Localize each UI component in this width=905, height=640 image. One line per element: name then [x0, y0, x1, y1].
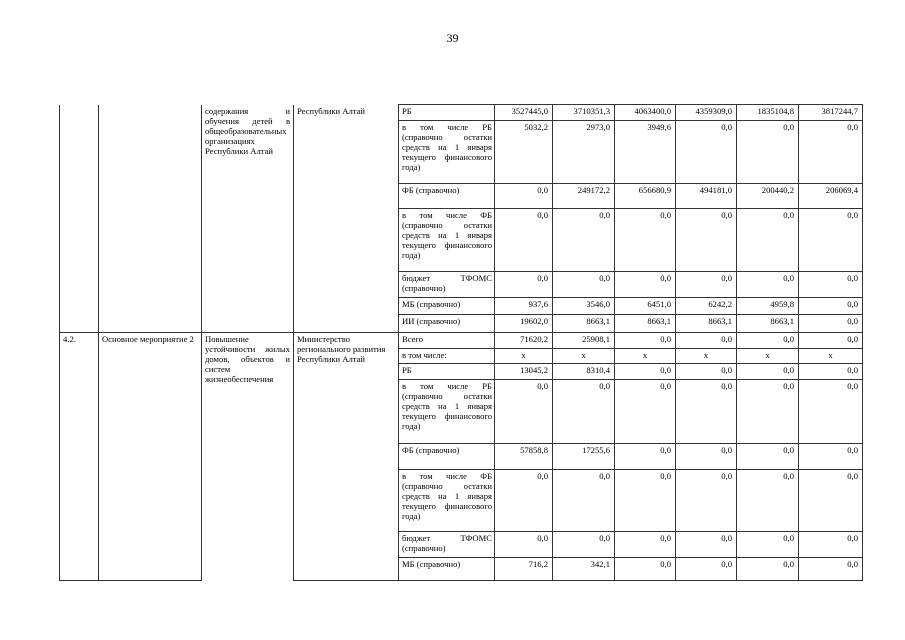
value-cell: 206069,4 — [799, 184, 863, 209]
value-cell: 0,0 — [495, 184, 553, 209]
value-cell: 200440,2 — [737, 184, 799, 209]
value-cell: 0,0 — [676, 272, 737, 298]
value-cell: 0,0 — [799, 470, 863, 532]
value-cell: 8310,4 — [553, 364, 615, 380]
value-cell: 0,0 — [799, 315, 863, 333]
value-cell: 0,0 — [799, 272, 863, 298]
value-cell: 0,0 — [799, 444, 863, 470]
value-cell: 5032,2 — [495, 121, 553, 184]
source-label: МБ (справочно) — [399, 558, 495, 581]
value-cell: 0,0 — [615, 470, 676, 532]
value-cell: 0,0 — [799, 380, 863, 444]
value-cell: 716,2 — [495, 558, 553, 581]
source-label: бюджет ТФОМС (справочно) — [399, 532, 495, 558]
source-label: в том числе ФБ (справочно остатки средств на 1 января текущего финансового года) — [399, 209, 495, 272]
source-label: РБ — [399, 105, 495, 121]
value-cell: 0,0 — [615, 364, 676, 380]
source-label: ФБ (справочно) — [399, 184, 495, 209]
page-number: 39 — [446, 31, 459, 45]
table-row — [60, 333, 863, 349]
value-cell: х — [495, 349, 553, 364]
activity-name-cell: Основное мероприятие 2 — [99, 333, 202, 581]
value-cell: 0,0 — [799, 333, 863, 349]
executor-cell: Министерство регионального развития Республики Алтай — [294, 333, 399, 581]
activity-description: Повышение устойчивости жилых домов, объектов и систем жизнеобеспечения — [202, 333, 294, 581]
source-label: в том числе ФБ (справочно остатки средств на 1 января текущего финансового года) — [399, 470, 495, 532]
value-cell: 6242,2 — [676, 298, 737, 315]
source-label: ФБ (справочно) — [399, 444, 495, 470]
value-cell: 8663,1 — [676, 315, 737, 333]
value-cell: 0,0 — [799, 558, 863, 581]
value-cell: х — [553, 349, 615, 364]
value-cell: 656680,9 — [615, 184, 676, 209]
value-cell: 3710351,3 — [553, 105, 615, 121]
value-cell: 0,0 — [799, 121, 863, 184]
value-cell: 937,6 — [495, 298, 553, 315]
value-cell: 0,0 — [676, 532, 737, 558]
value-cell: 8663,1 — [615, 315, 676, 333]
value-cell: 13045,2 — [495, 364, 553, 380]
activity-description: содержания и обучения детей в общеобразовательных организациях Республики Алтай — [202, 105, 294, 333]
source-label: МБ (справочно) — [399, 298, 495, 315]
value-cell: 0,0 — [495, 272, 553, 298]
value-cell: 0,0 — [676, 121, 737, 184]
value-cell: х — [615, 349, 676, 364]
value-cell: 249172,2 — [553, 184, 615, 209]
value-cell: 0,0 — [553, 209, 615, 272]
value-cell: 0,0 — [737, 444, 799, 470]
value-cell: 0,0 — [737, 470, 799, 532]
value-cell: 0,0 — [737, 380, 799, 444]
value-cell: 3546,0 — [553, 298, 615, 315]
source-label: Всего — [399, 333, 495, 349]
value-cell: 0,0 — [615, 272, 676, 298]
value-cell: 0,0 — [676, 444, 737, 470]
value-cell: 3817244,7 — [799, 105, 863, 121]
value-cell: 0,0 — [676, 333, 737, 349]
value-cell: 0,0 — [676, 364, 737, 380]
value-cell: 8663,1 — [737, 315, 799, 333]
value-cell: 0,0 — [553, 380, 615, 444]
value-cell: 0,0 — [737, 209, 799, 272]
value-cell: 8663,1 — [553, 315, 615, 333]
activity-name-cell — [99, 105, 202, 333]
value-cell: 0,0 — [495, 209, 553, 272]
value-cell: 0,0 — [615, 558, 676, 581]
value-cell: 0,0 — [737, 121, 799, 184]
value-cell: 0,0 — [553, 470, 615, 532]
value-cell: 1835104,8 — [737, 105, 799, 121]
source-label: ИИ (справочно) — [399, 315, 495, 333]
value-cell: 0,0 — [615, 380, 676, 444]
value-cell: 2973,0 — [553, 121, 615, 184]
value-cell: 0,0 — [495, 470, 553, 532]
executor-cell: Республики Алтай — [294, 105, 399, 333]
row-number-cell — [60, 105, 99, 333]
value-cell: 19602,0 — [495, 315, 553, 333]
value-cell: 0,0 — [737, 532, 799, 558]
value-cell: 0,0 — [737, 333, 799, 349]
value-cell: 17255,6 — [553, 444, 615, 470]
value-cell: 0,0 — [495, 532, 553, 558]
value-cell: 3527445,0 — [495, 105, 553, 121]
table-row — [60, 105, 863, 121]
value-cell: 342,1 — [553, 558, 615, 581]
value-cell: 0,0 — [799, 209, 863, 272]
value-cell: 4959,8 — [737, 298, 799, 315]
value-cell: 0,0 — [615, 209, 676, 272]
value-cell: 6451,0 — [615, 298, 676, 315]
value-cell: 0,0 — [553, 532, 615, 558]
value-cell: 0,0 — [799, 298, 863, 315]
value-cell: 0,0 — [615, 444, 676, 470]
value-cell: 494181,0 — [676, 184, 737, 209]
value-cell: 0,0 — [676, 470, 737, 532]
value-cell: 57858,8 — [495, 444, 553, 470]
value-cell: 3949,6 — [615, 121, 676, 184]
value-cell: х — [676, 349, 737, 364]
value-cell: 25908,1 — [553, 333, 615, 349]
value-cell: 0,0 — [737, 364, 799, 380]
value-cell: 4359309,0 — [676, 105, 737, 121]
value-cell: 0,0 — [615, 333, 676, 349]
value-cell: 0,0 — [799, 364, 863, 380]
source-label: РБ — [399, 364, 495, 380]
source-label: в том числе: — [399, 349, 495, 364]
value-cell: 71620,2 — [495, 333, 553, 349]
row-number-cell: 4.2. — [60, 333, 99, 581]
source-label: в том числе РБ (справочно остатки средств на 1 января текущего финансового года) — [399, 380, 495, 444]
value-cell: 4063400,0 — [615, 105, 676, 121]
value-cell: х — [799, 349, 863, 364]
source-label: в том числе РБ (справочно остатки средств на 1 января текущего финансового года) — [399, 121, 495, 184]
value-cell: 0,0 — [737, 558, 799, 581]
value-cell: 0,0 — [676, 558, 737, 581]
value-cell: 0,0 — [495, 380, 553, 444]
value-cell: 0,0 — [737, 272, 799, 298]
value-cell: 0,0 — [799, 532, 863, 558]
value-cell: 0,0 — [553, 272, 615, 298]
budget-table — [59, 104, 863, 581]
value-cell: 0,0 — [676, 209, 737, 272]
source-label: бюджет ТФОМС (справочно) — [399, 272, 495, 298]
value-cell: 0,0 — [615, 532, 676, 558]
value-cell: 0,0 — [676, 380, 737, 444]
value-cell: х — [737, 349, 799, 364]
